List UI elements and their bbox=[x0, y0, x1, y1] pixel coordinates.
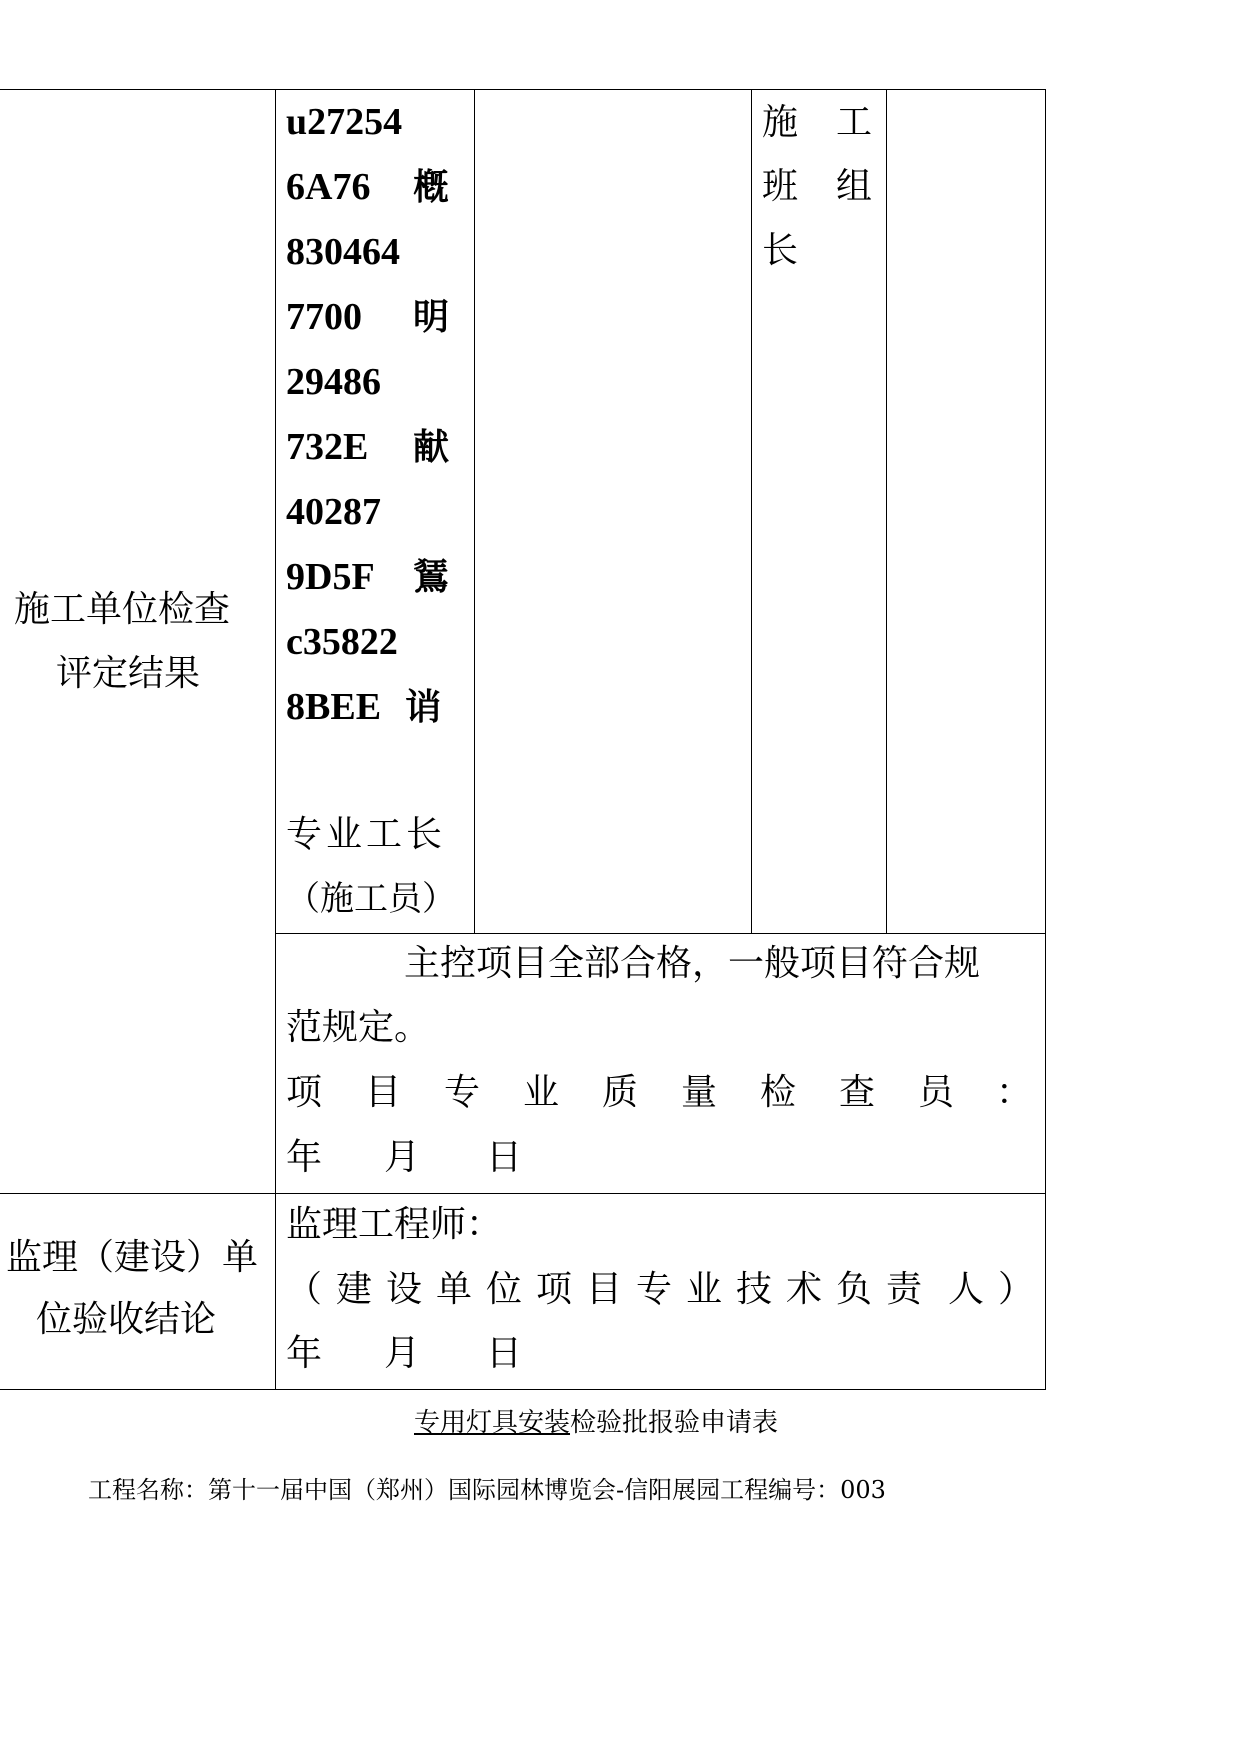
owner-char: 目 bbox=[586, 1269, 623, 1310]
result-text-line2: 范规定。 bbox=[286, 1007, 431, 1048]
owner-char: 位 bbox=[486, 1269, 523, 1310]
date-month: 月 bbox=[384, 1137, 421, 1178]
code-line-5: 29486 bbox=[286, 361, 381, 403]
owner-char: ） bbox=[998, 1269, 1035, 1310]
inspector-char: 项 bbox=[286, 1072, 323, 1113]
owner-char: 建 bbox=[336, 1269, 373, 1310]
code-char-8: 鵟 bbox=[413, 556, 450, 598]
result-text-line1: 主控项目全部合格，一般项目符合规 bbox=[404, 943, 981, 984]
code-line-2: 6A76 bbox=[286, 166, 371, 208]
code-line-1: u27254 bbox=[286, 101, 403, 143]
date-month: 月 bbox=[384, 1333, 421, 1374]
team-leader-a-1: 施 bbox=[762, 102, 799, 143]
code-line-10: 8BEE bbox=[286, 686, 382, 728]
code-line-8: 9D5F bbox=[286, 556, 375, 598]
owner-char: 技 bbox=[736, 1269, 773, 1310]
owner-char: 人 bbox=[948, 1269, 985, 1310]
supervision-label-line1: 监理（建设）单 bbox=[6, 1237, 259, 1278]
column-divider-team bbox=[886, 89, 887, 933]
owner-char: 责 bbox=[886, 1269, 923, 1310]
owner-char: 术 bbox=[786, 1269, 823, 1310]
date-year: 年 bbox=[286, 1333, 323, 1374]
code-char-2: 槪 bbox=[413, 166, 450, 208]
code-line-7: 40287 bbox=[286, 491, 381, 533]
team-leader-a-3: 长 bbox=[762, 230, 799, 271]
code-line-6: 732E bbox=[286, 426, 369, 468]
team-leader-b-1: 工 bbox=[836, 102, 873, 143]
form-title bbox=[414, 1408, 778, 1438]
inspector-char: 量 bbox=[681, 1072, 718, 1113]
code-line-4: 7700 bbox=[286, 296, 362, 338]
row-divider-result bbox=[275, 933, 1046, 934]
owner-char: 负 bbox=[836, 1269, 873, 1310]
owner-char: 专 bbox=[636, 1269, 673, 1310]
column-divider-codes bbox=[474, 89, 475, 933]
owner-char: 项 bbox=[536, 1269, 573, 1310]
foreman-label-line2: （施工员） bbox=[286, 879, 456, 919]
table-top-border bbox=[0, 89, 1046, 90]
inspector-char: ： bbox=[996, 1072, 1033, 1113]
owner-char: 设 bbox=[386, 1269, 423, 1310]
inspector-char: 专 bbox=[444, 1072, 481, 1113]
team-leader-a-2: 班 bbox=[762, 166, 799, 207]
inspector-char: 业 bbox=[523, 1072, 560, 1113]
inspector-char: 质 bbox=[602, 1072, 639, 1113]
inspector-char: 目 bbox=[365, 1072, 402, 1113]
code-char-10: 诮 bbox=[405, 686, 442, 728]
foreman-label-line1: 专业工长 bbox=[286, 814, 447, 855]
construction-label-line2: 评定结果 bbox=[56, 653, 201, 694]
inspector-char: 查 bbox=[839, 1072, 876, 1113]
inspector-char: 检 bbox=[760, 1072, 797, 1113]
construction-label-line1: 施工单位检查 bbox=[14, 589, 231, 630]
table-right-border bbox=[1045, 89, 1046, 1389]
code-line-3: 830464 bbox=[286, 231, 400, 273]
date-day: 日 bbox=[486, 1333, 523, 1374]
team-leader-b-2: 组 bbox=[836, 166, 873, 207]
form-title-rest: 检验批报验申请表 bbox=[570, 1408, 779, 1438]
date-year: 年 bbox=[286, 1137, 323, 1178]
supervision-label-line2: 位验收结论 bbox=[36, 1299, 217, 1340]
column-divider-label bbox=[275, 89, 276, 1389]
owner-char: 单 bbox=[436, 1269, 473, 1310]
column-divider-blank bbox=[751, 89, 752, 933]
date-day: 日 bbox=[486, 1137, 523, 1178]
owner-char: （ bbox=[286, 1269, 323, 1310]
code-char-4: 明 bbox=[413, 296, 450, 338]
owner-char: 业 bbox=[686, 1269, 723, 1310]
row-divider-supervision bbox=[0, 1193, 1046, 1194]
supervising-engineer-label: 监理工程师： bbox=[286, 1204, 503, 1245]
code-char-6: 献 bbox=[413, 426, 450, 468]
project-name-line: 工程名称：第十一届中国（郑州）国际园林博览会-信阳展园工程编号：003 bbox=[88, 1476, 886, 1504]
form-title-underlined: 专用灯具安装 bbox=[414, 1408, 571, 1438]
table-bottom-border bbox=[0, 1389, 1046, 1390]
inspector-char: 员 bbox=[918, 1072, 955, 1113]
code-line-9: c35822 bbox=[286, 621, 398, 663]
